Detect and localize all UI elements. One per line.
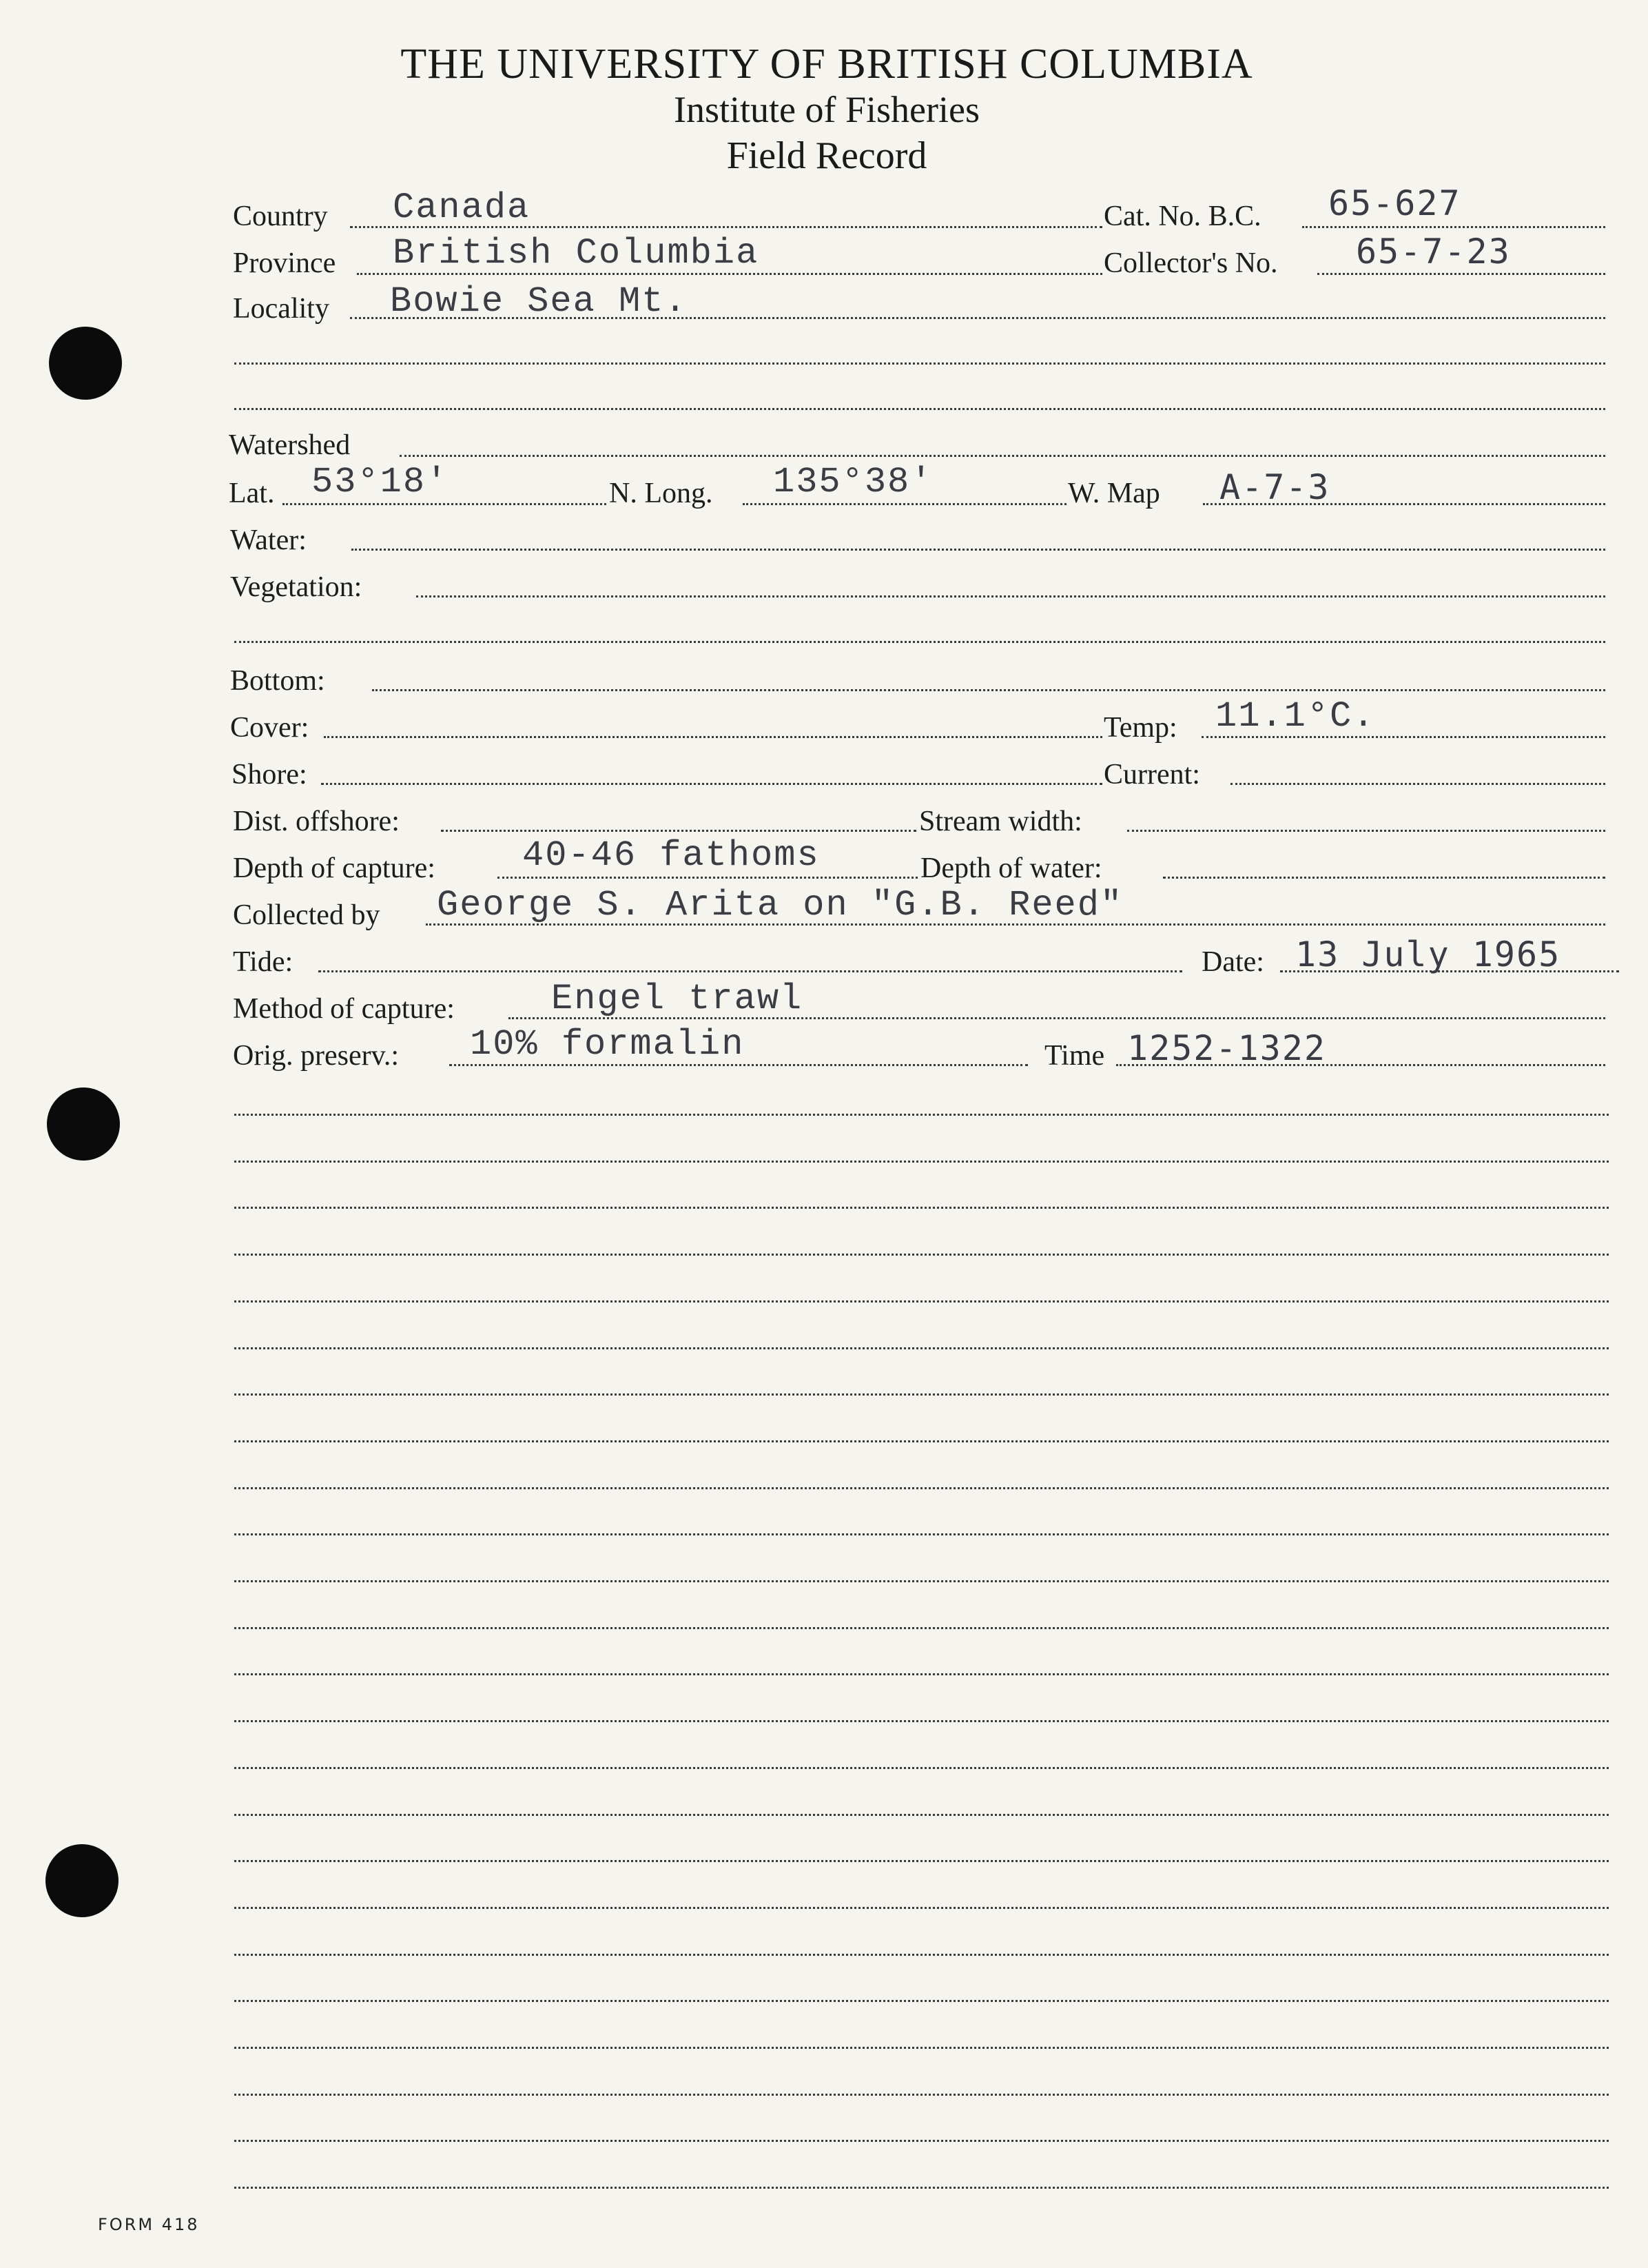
cover-line (324, 736, 1102, 738)
note-line (234, 1814, 1609, 1816)
note-line (234, 1954, 1609, 1956)
bottom-label: Bottom: (230, 665, 325, 697)
note-line (234, 1114, 1609, 1116)
long-line (743, 503, 1067, 505)
stream-width-line (1127, 830, 1605, 832)
province-label: Province (233, 247, 336, 279)
map-label: W. Map (1068, 478, 1160, 509)
depth-water-label: Depth of water: (920, 852, 1102, 884)
preserv-label: Orig. preserv.: (233, 1040, 400, 1072)
note-line (234, 2187, 1609, 2189)
country-value: Canada (393, 187, 531, 228)
note-line (234, 2140, 1609, 2142)
note-line (234, 1627, 1609, 1629)
note-line (234, 2094, 1609, 2096)
note-line (234, 1533, 1609, 1535)
long-label: N. Long. (609, 478, 713, 509)
note-line (234, 1860, 1609, 1862)
note-line (234, 1720, 1609, 1722)
cat-no-line (1302, 226, 1605, 228)
current-line (1230, 783, 1605, 785)
note-line (234, 1254, 1609, 1256)
locality-line-2 (234, 362, 1605, 365)
note-line (234, 1161, 1609, 1163)
cat-no-value: 65-627 (1328, 183, 1461, 223)
form-number: FORM 418 (98, 2215, 200, 2234)
water-line (351, 549, 1605, 551)
note-line (234, 1767, 1609, 1769)
punch-hole-bottom (45, 1844, 119, 1917)
locality-label: Locality (233, 293, 329, 325)
temp-value: 11.1°C. (1215, 696, 1376, 737)
note-line (234, 2000, 1609, 2002)
vegetation-label: Vegetation: (230, 571, 362, 603)
locality-line-3 (234, 408, 1605, 410)
date-value: 13 July 1965 (1295, 934, 1561, 974)
method-label: Method of capture: (233, 993, 455, 1025)
vegetation-line (416, 595, 1605, 597)
lat-label: Lat. (229, 478, 275, 509)
note-line (234, 1440, 1609, 1442)
bottom-line (372, 689, 1605, 691)
watershed-line (400, 455, 1605, 457)
preserv-value: 10% formalin (470, 1024, 745, 1065)
temp-label: Temp: (1104, 712, 1177, 744)
shore-line (321, 783, 1102, 785)
lat-value: 53°18' (311, 462, 449, 502)
note-line (234, 1580, 1609, 1582)
depth-water-line (1163, 877, 1605, 879)
depth-capture-label: Depth of capture: (233, 852, 435, 884)
punch-hole-top (49, 327, 122, 400)
note-line (234, 1300, 1609, 1302)
collectors-no-line (1317, 273, 1605, 275)
country-label: Country (233, 201, 328, 232)
province-value: British Columbia (393, 233, 759, 274)
watershed-label: Watershed (229, 429, 351, 461)
collectors-no-value: 65-7-23 (1356, 232, 1511, 272)
note-line (234, 1347, 1609, 1349)
note-line (234, 1907, 1609, 1909)
cat-no-label: Cat. No. B.C. (1104, 201, 1261, 232)
water-label: Water: (230, 524, 307, 556)
tide-line (318, 970, 1182, 972)
collectors-no-label: Collector's No. (1104, 247, 1278, 279)
time-value: 1252-1322 (1127, 1028, 1326, 1068)
date-label: Date: (1202, 946, 1264, 978)
shore-label: Shore: (231, 759, 307, 790)
lat-line (282, 503, 606, 505)
map-value: A-7-3 (1219, 467, 1330, 507)
time-label: Time (1044, 1040, 1105, 1072)
note-line (234, 1673, 1609, 1675)
stream-width-label: Stream width: (919, 806, 1082, 837)
note-line (234, 1393, 1609, 1396)
cover-label: Cover: (230, 712, 309, 744)
department-title: Institute of Fisheries (674, 89, 980, 130)
note-line (234, 1207, 1609, 1209)
method-value: Engel trawl (551, 979, 803, 1019)
long-value: 135°38' (773, 462, 934, 502)
collected-by-value: George S. Arita on "G.B. Reed" (437, 885, 1124, 926)
tide-label: Tide: (233, 946, 293, 978)
note-line (234, 1487, 1609, 1489)
form-title: Field Record (726, 134, 927, 177)
locality-value: Bowie Sea Mt. (390, 281, 688, 322)
note-line (234, 2047, 1609, 2049)
depth-capture-line (497, 877, 918, 879)
vegetation-line-2 (234, 641, 1605, 643)
collected-by-label: Collected by (233, 899, 380, 931)
dist-offshore-line (441, 830, 916, 832)
dist-offshore-label: Dist. offshore: (233, 806, 400, 837)
punch-hole-middle (47, 1087, 120, 1161)
current-label: Current: (1104, 759, 1200, 790)
depth-capture-value: 40-46 fathoms (522, 835, 820, 876)
institution-title: THE UNIVERSITY OF BRITISH COLUMBIA (400, 41, 1253, 88)
